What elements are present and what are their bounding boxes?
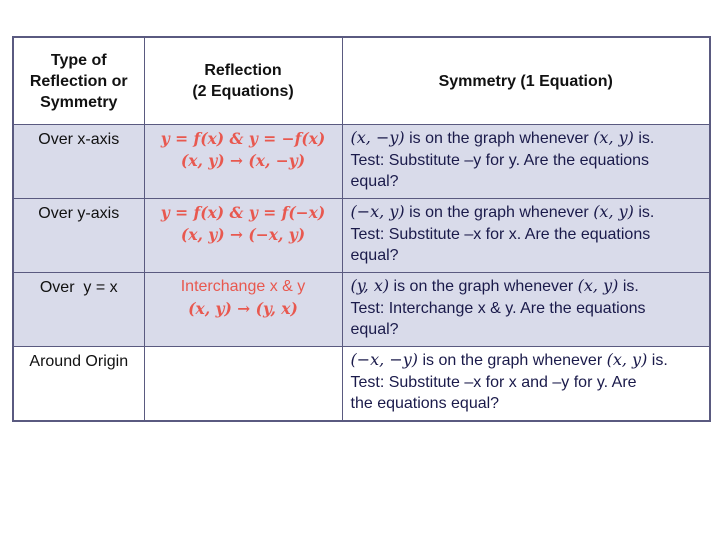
symmetry-original-point: (x, y) <box>606 350 648 369</box>
symmetry-point: (y, x) <box>350 276 390 295</box>
row-type-cell <box>13 125 144 199</box>
row-type-cell <box>13 273 144 347</box>
symmetry-text: is on the graph whenever <box>404 204 594 221</box>
symmetry-point: (x, −y) <box>350 128 405 147</box>
table-row <box>13 125 710 199</box>
symmetry-point: (−x, −y) <box>350 350 419 369</box>
symmetry-text-end: is. <box>647 352 668 369</box>
table-row <box>13 347 710 422</box>
table-row <box>13 273 710 347</box>
header-type-line: Reflection or <box>29 72 128 90</box>
header-reflection-line: (2 Equations) <box>192 83 294 100</box>
reflection-symmetry-table <box>12 36 711 422</box>
symmetry-original-point: (x, y) <box>577 276 619 295</box>
symmetry-test: Test: Interchange x & y. Are the equations <box>350 299 646 317</box>
reflection-mapping: (x, y) → (−x, y) <box>180 225 306 244</box>
reflection-cell <box>144 199 342 273</box>
row-type-label: Over y-axis <box>38 205 120 222</box>
row-type-label: Over x-axis <box>38 131 120 148</box>
reflection-cell <box>144 125 342 199</box>
reflection-cell <box>144 273 342 347</box>
symmetry-original-point: (x, y) <box>593 202 634 221</box>
header-reflection-line: Reflection <box>204 62 282 79</box>
symmetry-text-end: is. <box>633 204 655 221</box>
row-type-label: Over y = x <box>39 279 118 296</box>
symmetry-statement <box>351 201 710 224</box>
reflection-mapping: (x, y) → (x, −y) <box>180 151 306 170</box>
header-type-line: Type of <box>50 51 107 69</box>
reflection-instruction: Interchange x & y <box>180 278 306 295</box>
symmetry-statement <box>351 127 710 150</box>
symmetry-text-end: is. <box>633 130 655 147</box>
header-type-line: Symmetry <box>40 93 118 111</box>
symmetry-cell <box>342 125 710 199</box>
symmetry-point: (−x, y) <box>350 202 405 221</box>
row-type-label: Around Origin <box>29 353 129 370</box>
symmetry-statement <box>351 349 710 372</box>
reflection-mapping: (x, y) → (y, x) <box>188 299 298 318</box>
symmetry-cell <box>342 273 710 347</box>
symmetry-text: is on the graph whenever <box>389 278 578 295</box>
symmetry-text: is on the graph whenever <box>418 352 607 369</box>
symmetry-test: Test: Substitute –x for x and –y for y. Are <box>350 373 637 391</box>
symmetry-test: Test: Substitute –x for x. Are the equations <box>350 225 651 243</box>
symmetry-original-point: (x, y) <box>593 128 634 147</box>
header-symmetry <box>342 37 710 125</box>
symmetry-text: is on the graph whenever <box>404 130 594 147</box>
header-symmetry-line: Symmetry (1 Equation) <box>438 72 613 90</box>
header-reflection <box>144 37 342 125</box>
header-row <box>13 37 710 125</box>
symmetry-test: Test: Substitute –y for y. Are the equations <box>350 151 650 169</box>
symmetry-cell <box>342 199 710 273</box>
header-type <box>13 37 144 125</box>
symmetry-text-end: is. <box>618 278 639 295</box>
symmetry-test-cont: equal? <box>350 247 399 264</box>
symmetry-test-cont: equal? <box>350 173 399 190</box>
symmetry-cell <box>342 347 710 422</box>
symmetry-statement <box>351 275 710 298</box>
symmetry-test-cont: equal? <box>350 321 399 338</box>
row-type-cell <box>13 199 144 273</box>
reflection-equations: y = f(x) & y = −f(x) <box>160 129 326 148</box>
reflection-cell-empty <box>144 347 342 422</box>
reflection-equations: y = f(x) & y = f(−x) <box>160 203 326 222</box>
row-type-cell <box>13 347 144 422</box>
symmetry-test-cont: the equations equal? <box>350 395 500 412</box>
table-row <box>13 199 710 273</box>
